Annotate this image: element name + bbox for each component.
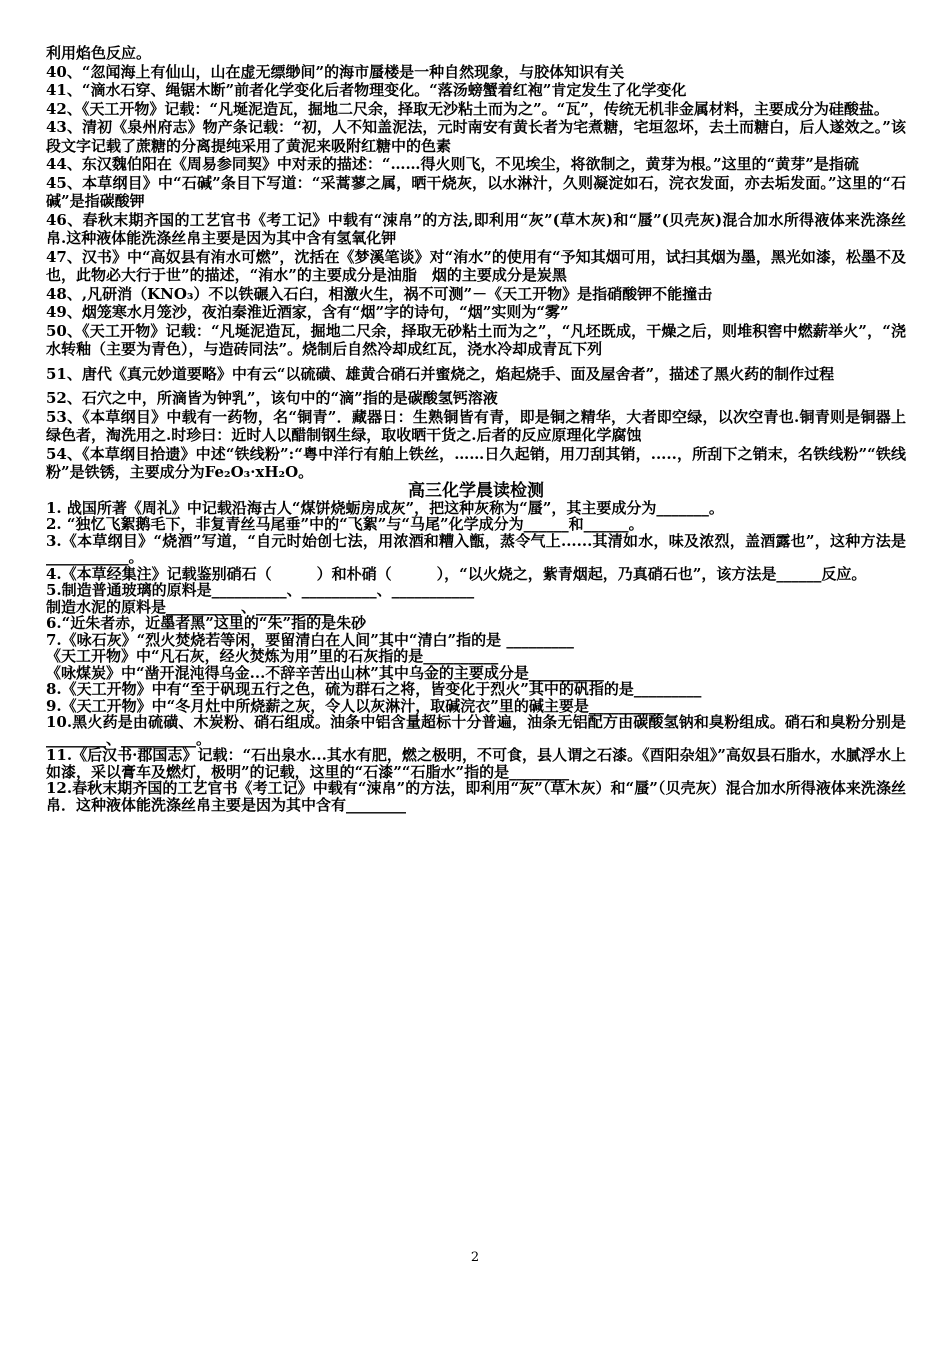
review-item-41: 41、“滴水石穿、绳锯木断”前者化学变化后者物理变化。“落汤螃蟹着红袍”肯定发生了化学变化 bbox=[46, 81, 687, 99]
review-item-46: 46、春秋末期齐国的工艺官书《考工记》中载有“涑帛”的方法,即利用“灰”(草木灰)和“蜃”(贝壳灰)混合加水所得液体来洗涤丝帛.这种液体能洗涤丝帛主要是因为其中含有氢氧化钾 bbox=[46, 210, 906, 247]
quiz-item-2: 2. “独忆飞絮鹅毛下，非复青丝马尾垂”中的“飞絮”与“马尾”化学成分为______和______。 bbox=[46, 515, 644, 533]
quiz-item-7b: 《天工开物》中“凡石灰，经火焚炼为用”里的石灰指的是__________ bbox=[46, 647, 499, 665]
review-item-48: 48、,凡研消（KNO₃）不以铁碾入石臼，相激火生，祸不可测”－《天工开物》是指硝酸钾不能撞击 bbox=[46, 284, 713, 303]
quiz-section bbox=[46, 482, 906, 814]
review-item-45: 45、本草纲目》中“石碱”条目下写道：“采蒿蓼之属，晒干烧灰，以水淋汁，久则凝淀如石，浣衣发面，亦去垢发面。”这里的“石碱”是指碳酸钾 bbox=[46, 173, 906, 210]
review-item-54: 54、《本草纲目拾遗》中述“铁线粉”:“粤中洋行有舶上铁丝，……日久起销，用刀刮其销，.....，所刮下之销末，名铁线粉”“铁线粉”是铁锈，主要成分为Fe₂O₃·xH₂O。 bbox=[46, 444, 906, 481]
quiz-item-4: 4.《本草经集注》记载鉴别硝石（ ）和朴硝（ ），“以火烧之，紫青烟起，乃真硝石也”，该方法是______反应。 bbox=[46, 564, 867, 583]
quiz-item-3: 3.《本草纲目》“烧酒”写道，“自元时始创七法，用浓酒和糟入甑，蒸令气上......其清如水，味及浓烈，盖酒露也”，这种方法是___________。 bbox=[46, 531, 906, 566]
quiz-item-7a: 7.《咏石灰》“烈火焚烧若等闲，要留清白在人间”其中“清白”指的是 _________ bbox=[46, 630, 574, 649]
review-item-50: 50、《天工开物》记载：“凡埏泥造瓦，掘地二尺余，择取无砂粘土而为之”，“凡坯既成，干燥之后，则堆积窖中燃薪举火”，“浇水转釉（主要为青色），与造砖同法”。烧制后自然冷却成红瓦，浇水冷却成青瓦下列 bbox=[46, 321, 906, 358]
quiz-item-1: 1. 战国所著《周礼》中记载沿海古人“煤饼烧蛎房成灰”，把这种灰称为“蜃”，其主要成分为_______。 bbox=[46, 498, 724, 517]
quiz-item-6: 6.“近朱者赤，近墨者黑”这里的“朱”指的是朱砂 bbox=[46, 614, 367, 632]
quiz-item-5a: 5.制造普通玻璃的原料是__________、__________、___________ bbox=[46, 581, 475, 599]
quiz-item-10: 10.黑火药是由硫磺、木炭粉、硝石组成。油条中铝含量超标十分普遍，油条无铝配方由碳酸氢钠和臭粉组成。硝石和臭粉分别是________、__________。 bbox=[46, 713, 906, 748]
review-item-43: 43、清初《泉州府志》物产条记载：“初，人不知盖泥法，元时南安有黄长者为宅煮糖，宅垣忽坏，去土而糖白，后人遂效之。”该段文字记载了蔗糖的分离提纯采用了黄泥来吸附红糖中的色素 bbox=[46, 118, 906, 155]
document-page bbox=[46, 44, 906, 813]
review-item-47: 47、汉书》中“高奴县有洧水可燃”，沈括在《梦溪笔谈》对“洧水”的使用有“予知其烟可用，试扫其烟为墨，黑光如漆，松墨不及也，此物必大行于世”的描述，“洧水”的主要成分是油脂 烟的主要成分是炭黑 bbox=[46, 247, 906, 284]
review-item-39-tail: 利用焰色反应。 bbox=[46, 44, 152, 62]
quiz-item-5b: 制造水泥的原料是__________、__________ bbox=[46, 597, 332, 616]
review-section bbox=[46, 44, 906, 482]
review-item-49: 49、烟笼寒水月笼沙，夜泊秦淮近酒家，含有“烟”字的诗句，“烟”实则为“雾” bbox=[46, 303, 569, 321]
quiz-item-11: 11.《后汉书·郡国志》记载：“石出泉水...其水有肥，燃之极明，不可食，县人谓之石漆。《酉阳杂俎》”高奴县石脂水，水腻浮水上如漆，采以膏车及燃灯，极明”的记载，这里的“石漆”“石脂水”指的是________ bbox=[46, 746, 906, 781]
review-item-42: 42、《天工开物》记载：“凡埏泥造瓦，掘地二尺余，择取无沙粘土而为之”。“瓦”，传统无机非金属材料，主要成分为硅酸盐。 bbox=[46, 99, 889, 118]
quiz-item-12: 12.春秋末期齐国的工艺官书《考工记》中载有“涑帛”的方法，即利用“灰”（草木灰）和“蜃”（贝壳灰）混合加水所得液体来洗涤丝帛．这种液体能洗涤丝帛主要是因为其中含有________ bbox=[46, 779, 906, 814]
quiz-item-7c: 《咏煤炭》中“凿开混沌得乌金...不辞辛苦出山林”其中乌金的主要成分是__________ bbox=[46, 663, 604, 682]
review-item-40: 40、“忽闻海上有仙山，山在虚无缥缈间”的海市蜃楼是一种自然现象，与胶体知识有关 bbox=[46, 62, 625, 81]
review-item-52: 52、石穴之中，所滴皆为钟乳”，该句中的“滴”指的是碳酸氢钙溶液 bbox=[46, 389, 498, 407]
review-item-53: 53、《本草纲目》中载有一药物，名“铜青”．藏器日：生熟铜皆有青，即是铜之精华，大者即空绿，以次空青也.铜青则是铜器上绿色者，淘洗用之.时珍曰：近时人以醋制钢生绿，取收晒干货之.后者的反应原理化学腐蚀 bbox=[46, 407, 906, 444]
page-number: 2 bbox=[470, 1250, 480, 1265]
review-item-44: 44、东汉魏伯阳在《周易参同契》中对汞的描述：“……得火则飞，不见埃尘，将欲制之，黄芽为根。”这里的“黄芽”是指硫 bbox=[46, 155, 859, 173]
quiz-item-8: 8.《天工开物》中有“至于矾现五行之色，硫为群石之将，皆变化于烈火”其中的矾指的是_________ bbox=[46, 680, 702, 698]
review-item-51: 51、唐代《真元妙道要略》中有云“以硫磺、雄黄合硝石并蜜烧之，焰起烧手、面及屋舍者”，描述了黑火药的制作过程 bbox=[46, 364, 835, 383]
quiz-title: 高三化学晨读检测 bbox=[408, 480, 544, 501]
quiz-item-9: 9.《天工开物》中“冬月灶中所烧薪之灰，令人以灰淋汁，取碱浣衣”里的碱主要是__________ bbox=[46, 696, 664, 715]
